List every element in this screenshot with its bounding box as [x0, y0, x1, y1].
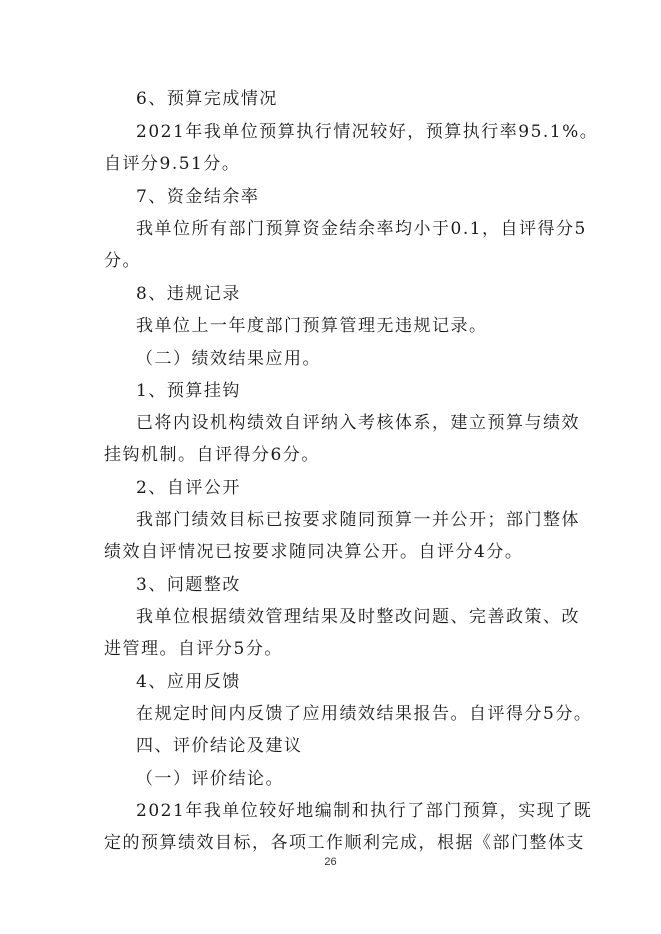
paragraph-line: 我单位根据绩效管理结果及时整改问题、完善政策、改 [136, 607, 580, 627]
section-heading-problem-rectification: 3、问题整改 [136, 575, 241, 595]
paragraph-line: 我单位上一年度部门预算管理无违规记录。 [136, 316, 488, 336]
page-number: 26 [324, 856, 337, 868]
paragraph-line: 2021年我单位较好地编制和执行了部门预算，实现了既 [136, 801, 593, 821]
section-heading-violation-record: 8、违规记录 [136, 284, 241, 304]
paragraph-line: 进管理。自评分5分。 [104, 639, 283, 659]
section-heading-result-application: （二）绩效结果应用。 [136, 349, 321, 369]
paragraph-line: 我部门绩效目标已按要求随同预算一并公开；部门整体 [136, 510, 580, 530]
section-heading-conclusion-and-suggestions: 四、评价结论及建议 [136, 736, 303, 756]
section-heading-evaluation-conclusion: （一）评价结论。 [136, 769, 284, 789]
paragraph-line: 在规定时间内反馈了应用绩效结果报告。自评得分5分。 [136, 704, 593, 724]
paragraph-line: 绩效自评情况已按要求随同决算公开。自评分4分。 [104, 542, 524, 562]
paragraph-line: 分。 [104, 251, 141, 271]
paragraph-line: 我单位所有部门预算资金结余率均小于0.1，自评得分5 [136, 219, 587, 239]
paragraph-line: 自评分9.51分。 [104, 154, 241, 174]
paragraph-line: 挂钩机制。自评得分6分。 [104, 445, 320, 465]
section-heading-budget-linkage: 1、预算挂钩 [136, 381, 241, 401]
paragraph-line: 2021年我单位预算执行情况较好，预算执行率95.1%。 [136, 122, 599, 142]
section-heading-fund-balance: 7、资金结余率 [136, 187, 260, 207]
section-heading-budget-completion: 6、预算完成情况 [136, 89, 278, 109]
section-heading-self-evaluation-disclosure: 2、自评公开 [136, 478, 241, 498]
paragraph-line: 已将内设机构绩效自评纳入考核体系，建立预算与绩效 [136, 413, 580, 433]
paragraph-line: 定的预算绩效目标，各项工作顺利完成，根据《部门整体支 [104, 833, 585, 853]
section-heading-application-feedback: 4、应用反馈 [136, 672, 241, 692]
